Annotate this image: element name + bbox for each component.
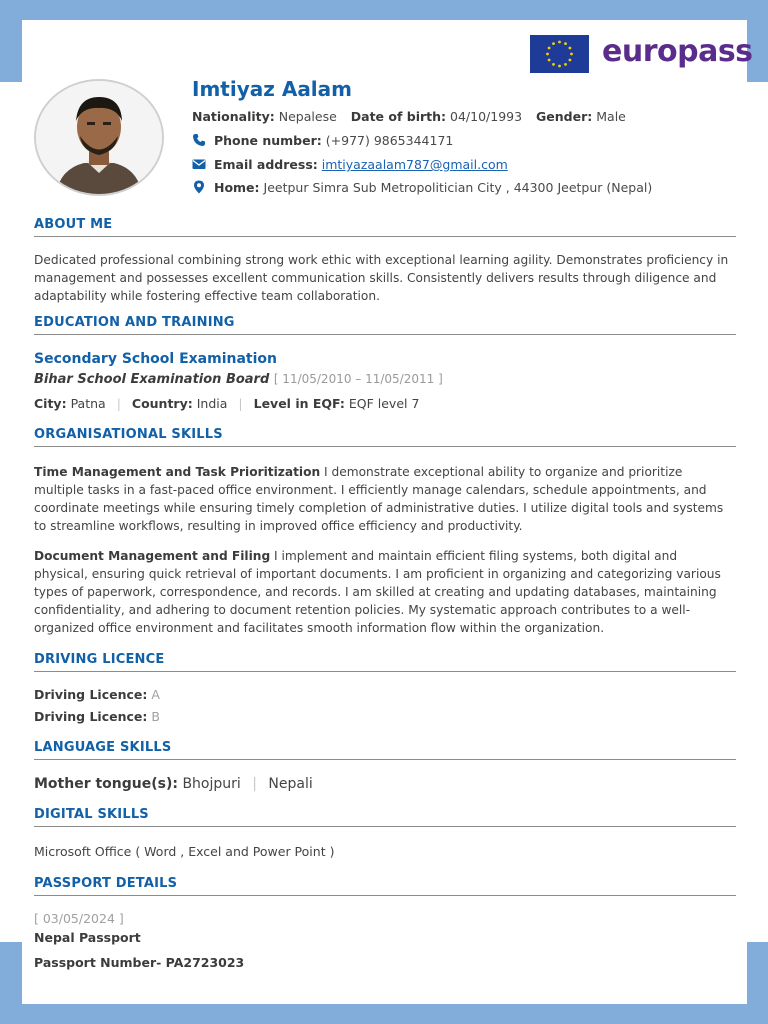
city-label: City: (34, 396, 67, 411)
section-heading: DRIVING LICENCE (34, 652, 165, 667)
eu-flag-icon (530, 35, 589, 73)
passport-date: [ 03/05/2024 ] (34, 911, 124, 926)
education-org (34, 372, 443, 387)
phone-label: Phone number: (213, 133, 322, 148)
org-skill-item (34, 547, 734, 637)
section-heading: ABOUT ME (34, 217, 113, 232)
dob-value: 04/10/1993 (450, 109, 523, 124)
mother-tongue-value: Bhojpuri (182, 776, 241, 792)
mother-tongue-label: Mother tongue(s): (34, 776, 178, 792)
education-meta: City: Patna | Country: India | Level in EQF: EQF level 7 (34, 396, 420, 411)
mother-tongue-value: Nepali (268, 776, 313, 792)
driving-licence-item (34, 709, 160, 724)
section-heading: EDUCATION AND TRAINING (34, 315, 235, 330)
email-line (192, 157, 508, 172)
driving-licence-label: Driving Licence: (34, 709, 148, 724)
mother-tongue-line: Mother tongue(s): Bhojpuri | Nepali (34, 776, 313, 792)
org-skill-text: I demonstrate exceptional ability to organize and prioritize multiple tasks in a fast-paced office environment. I efficiently manage calendars, schedule appointments, and coordinate meetings while ensuring timely completion of administrative duties. I utilize digital tools and systems to streamline workflows, resulting in improved office efficiency and productivity. (34, 465, 724, 533)
phone-icon (192, 133, 206, 147)
section-driving-licence (34, 652, 736, 672)
driving-licence-label: Driving Licence: (34, 687, 148, 702)
driving-licence-item (34, 687, 160, 702)
email-label: Email address: (213, 157, 318, 172)
section-passport-details (34, 876, 736, 896)
phone-line (192, 133, 453, 148)
candidate-name: Imtiyaz Aalam (192, 77, 352, 101)
email-link[interactable]: imtiyazaalam787@gmail.com (321, 157, 508, 172)
location-pin-icon (192, 180, 206, 194)
passport-title: Nepal Passport (34, 930, 141, 945)
section-heading: ORGANISATIONAL SKILLS (34, 427, 223, 442)
phone-value[interactable]: (+977) 9865344171 (325, 133, 454, 148)
eqf-value: EQF level 7 (348, 396, 420, 411)
left-margin-strip (0, 82, 22, 942)
org-skill-text: I implement and maintain efficient filing systems, both digital and physical, ensuring quick retrieval of important documents. I am proficient in organizing and categorizing various types of paperwork, correspondence, and records. I am skilled at creating and updating databases, maintaining confidentiality, and adhering to document retention policies. My systematic approach contributes to a well-organized office environment and facilitates smooth information flow within the organization. (34, 549, 721, 635)
right-margin-strip (747, 82, 768, 942)
digital-skills-text: Microsoft Office ( Word , Excel and Power Point ) (34, 844, 335, 859)
envelope-icon (192, 157, 206, 171)
personal-info-line (192, 109, 626, 124)
city-value: Patna (70, 396, 106, 411)
section-education (34, 315, 736, 335)
nationality-label: Nationality: (192, 109, 275, 124)
gender-value: Male (596, 109, 626, 124)
country-value: India (196, 396, 228, 411)
education-title: Secondary School Examination (34, 351, 278, 367)
home-value: Jeetpur Simra Sub Metropolitician City , 44300 Jeetpur (Nepal) (263, 180, 653, 195)
about-text: Dedicated professional combining strong work ethic with exceptional learning agility. Demonstrates proficiency in management and possesses excellent communication skills. Consistently delivers results through diligence and adaptability while fostering effective team collaboration. (34, 253, 729, 303)
passport-number: Passport Number- PA2723023 (34, 955, 245, 970)
home-line (192, 180, 652, 195)
country-label: Country: (131, 396, 193, 411)
section-about-me (34, 217, 736, 237)
section-heading: DIGITAL SKILLS (34, 807, 149, 822)
gender-label: Gender: (536, 109, 593, 124)
cv-page (22, 20, 753, 1004)
org-skill-title: Document Management and Filing (34, 549, 271, 563)
home-label: Home: (213, 180, 260, 195)
org-skill-item (34, 463, 734, 535)
nationality-value: Nepalese (278, 109, 337, 124)
education-org-name: Bihar School Examination Board (34, 372, 270, 387)
section-digital-skills (34, 807, 736, 827)
europass-logo: europass (602, 34, 753, 69)
section-heading: LANGUAGE SKILLS (34, 740, 172, 755)
eqf-label: Level in EQF: (253, 396, 345, 411)
profile-photo (34, 79, 164, 196)
driving-licence-value: B (151, 709, 160, 724)
org-skill-title: Time Management and Task Prioritization (34, 465, 321, 479)
education-dates: [ 11/05/2010 – 11/05/2011 ] (273, 372, 443, 386)
section-organisational-skills (34, 427, 736, 447)
driving-licence-value: A (151, 687, 160, 702)
section-heading: PASSPORT DETAILS (34, 876, 178, 891)
dob-label: Date of birth: (350, 109, 447, 124)
section-language-skills (34, 740, 736, 760)
